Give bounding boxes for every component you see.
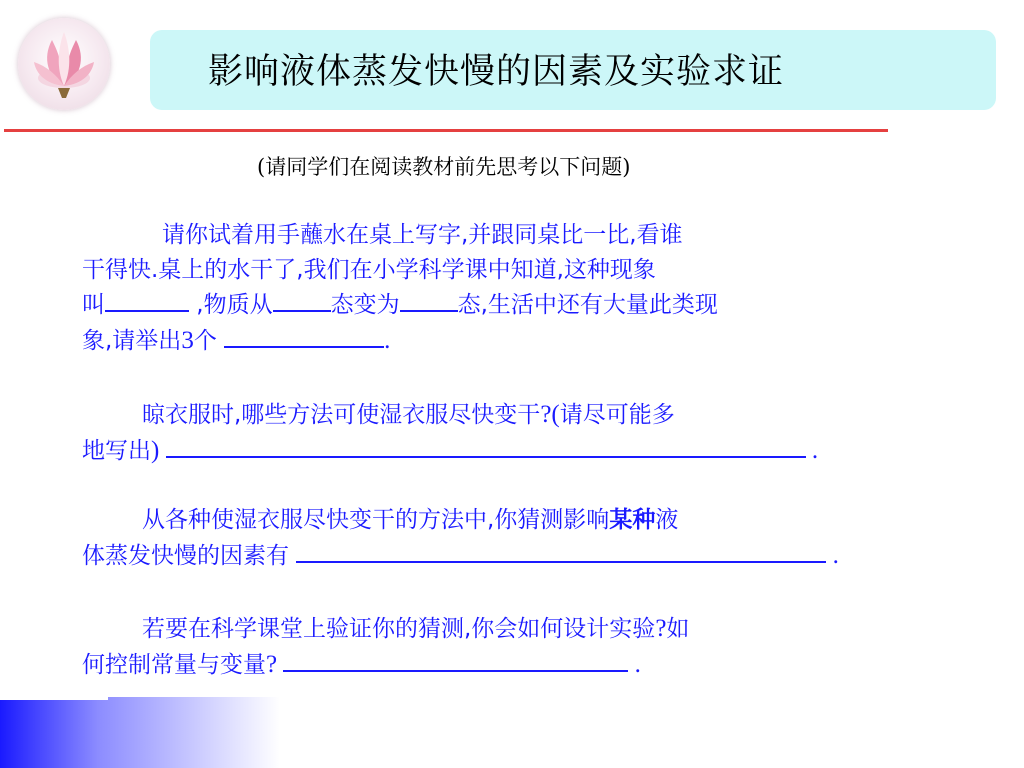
answer-blank[interactable] xyxy=(283,648,628,672)
answer-blank[interactable] xyxy=(166,434,806,458)
question-1-line-1: 请你试着用手蘸水在桌上写字,并跟同桌比一比,看谁 xyxy=(162,222,683,248)
question-1-line-3: 叫 ,物质从 态变为 态,生活中还有大量此类现 xyxy=(82,288,718,323)
question-2 xyxy=(82,397,818,469)
answer-blank[interactable] xyxy=(224,324,384,348)
title-banner xyxy=(150,30,996,110)
question-3-line-2: 体蒸发快慢的因素有 . xyxy=(82,538,839,574)
question-1-line-2: 干得快.桌上的水干了,我们在小学科学课中知道,这种现象 xyxy=(82,257,656,283)
question-3 xyxy=(82,503,839,574)
question-1-line-4: 象,请举出3个 . xyxy=(82,323,718,359)
corner-notch xyxy=(0,697,108,700)
slide-title: 影响液体蒸发快慢的因素及实验求证 xyxy=(208,52,785,92)
instruction-note: (请同学们在阅读教材前先思考以下问题) xyxy=(257,155,631,179)
magnolia-flower-icon xyxy=(18,18,110,110)
question-4-line-2: 何控制常量与变量? . xyxy=(82,647,689,683)
question-1 xyxy=(82,218,718,359)
question-3-line-1: 从各种使湿衣服尽快变干的方法中,你猜测影响某种液 xyxy=(142,507,679,533)
corner-gradient-bar xyxy=(0,697,280,768)
answer-blank[interactable] xyxy=(400,288,458,312)
title-divider xyxy=(4,129,888,132)
question-2-line-2: 地写出) . xyxy=(82,433,818,469)
answer-blank[interactable] xyxy=(105,288,189,312)
question-4 xyxy=(82,611,689,683)
answer-blank[interactable] xyxy=(273,288,331,312)
question-4-line-1: 若要在科学课堂上验证你的猜测,你会如何设计实验?如 xyxy=(142,615,690,642)
question-2-line-1: 晾衣服时,哪些方法可使湿衣服尽快变干?(请尽可能多 xyxy=(142,401,675,428)
answer-blank[interactable] xyxy=(296,539,826,563)
